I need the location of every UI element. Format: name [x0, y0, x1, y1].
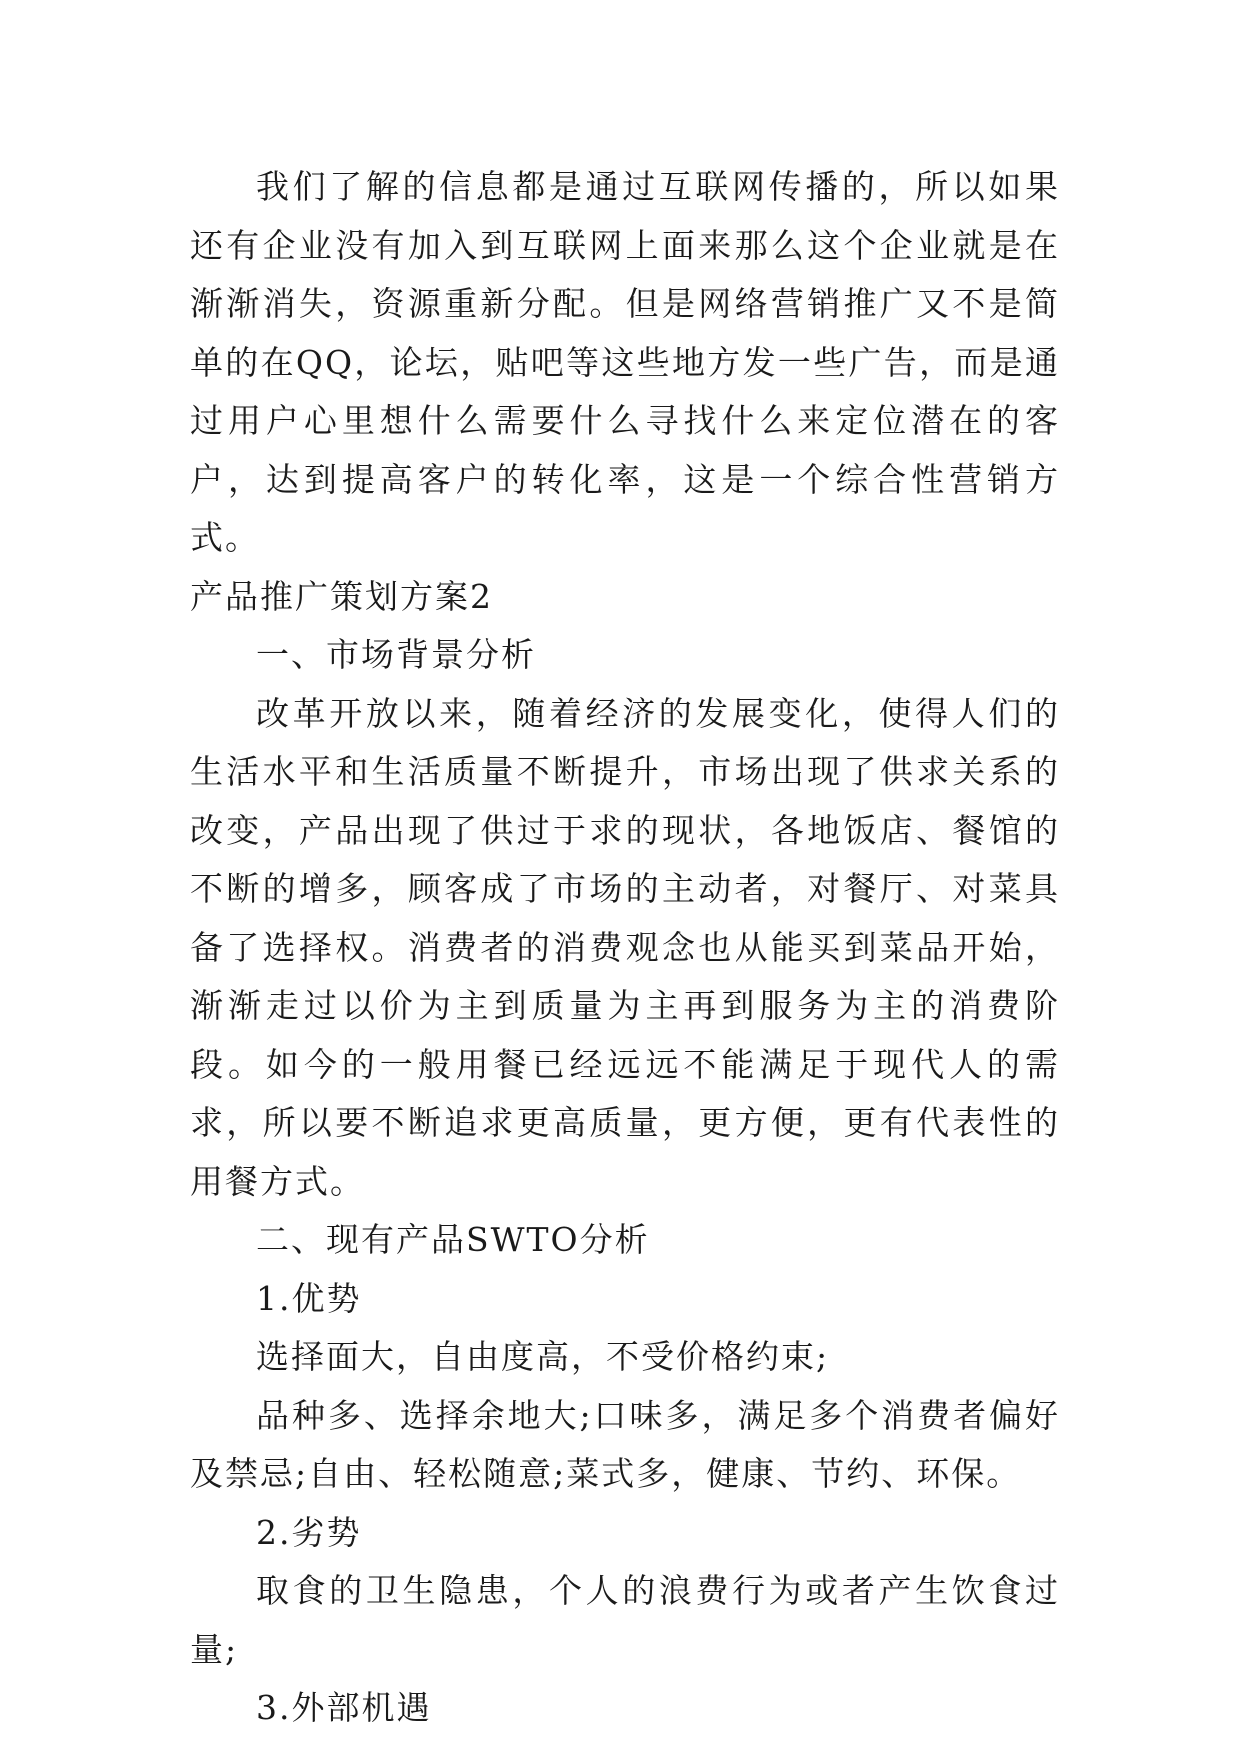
paragraph-strengths-1: 选择面大，自由度高，不受价格约束; — [256, 1337, 830, 1376]
paragraph-market-background: 改革开放以来，随着经济的发展变化，使得人们的生活水平和生活质量不断提升，市场出现了供求关系的改变，产品出现了供过于求的现状，各地饭店、餐馆的不断的增多，顾客成了市场的主动者，对餐厅、对菜具备了选择权。消费者的消费观念也从能买到菜品开始，渐渐走过以价为主到质量为主再到服务为主的消费阶段。如今的一般用餐已经远远不能满足于现代人的需求，所以要不断追求更高质量，更方便，更有代表性的用餐方式。 — [190, 693, 1060, 1201]
paragraph-internet-marketing: 我们了解的信息都是通过互联网传播的，所以如果还有企业没有加入到互联网上面来那么这个企业就是在渐渐消失，资源重新分配。但是网络营销推广又不是简单的在QQ，论坛，贴吧等这些地方发一些广告，而是通过用户心里想什么需要什么寻找什么来定位潜在的客户，达到提高客户的转化率，这是一个综合性营销方式。 — [190, 167, 1060, 557]
heading-market-background: 一、市场背景分析 — [256, 635, 536, 674]
heading-swot-analysis: 二、现有产品SWTO分析 — [256, 1220, 650, 1259]
section-title-plan-2: 产品推广策划方案2 — [190, 576, 493, 616]
document-body — [190, 158, 1060, 1738]
heading-opportunities: 3.外部机遇 — [256, 1688, 432, 1727]
paragraph-weaknesses: 取食的卫生隐患，个人的浪费行为或者产生饮食过量; — [190, 1571, 1060, 1669]
heading-strengths: 1.优势 — [256, 1278, 362, 1318]
paragraph-strengths-2: 品种多、选择余地大;口味多，满足多个消费者偏好及禁忌;自由、轻松随意;菜式多，健康、节约、环保。 — [190, 1395, 1060, 1493]
heading-weaknesses: 2.劣势 — [256, 1512, 362, 1552]
